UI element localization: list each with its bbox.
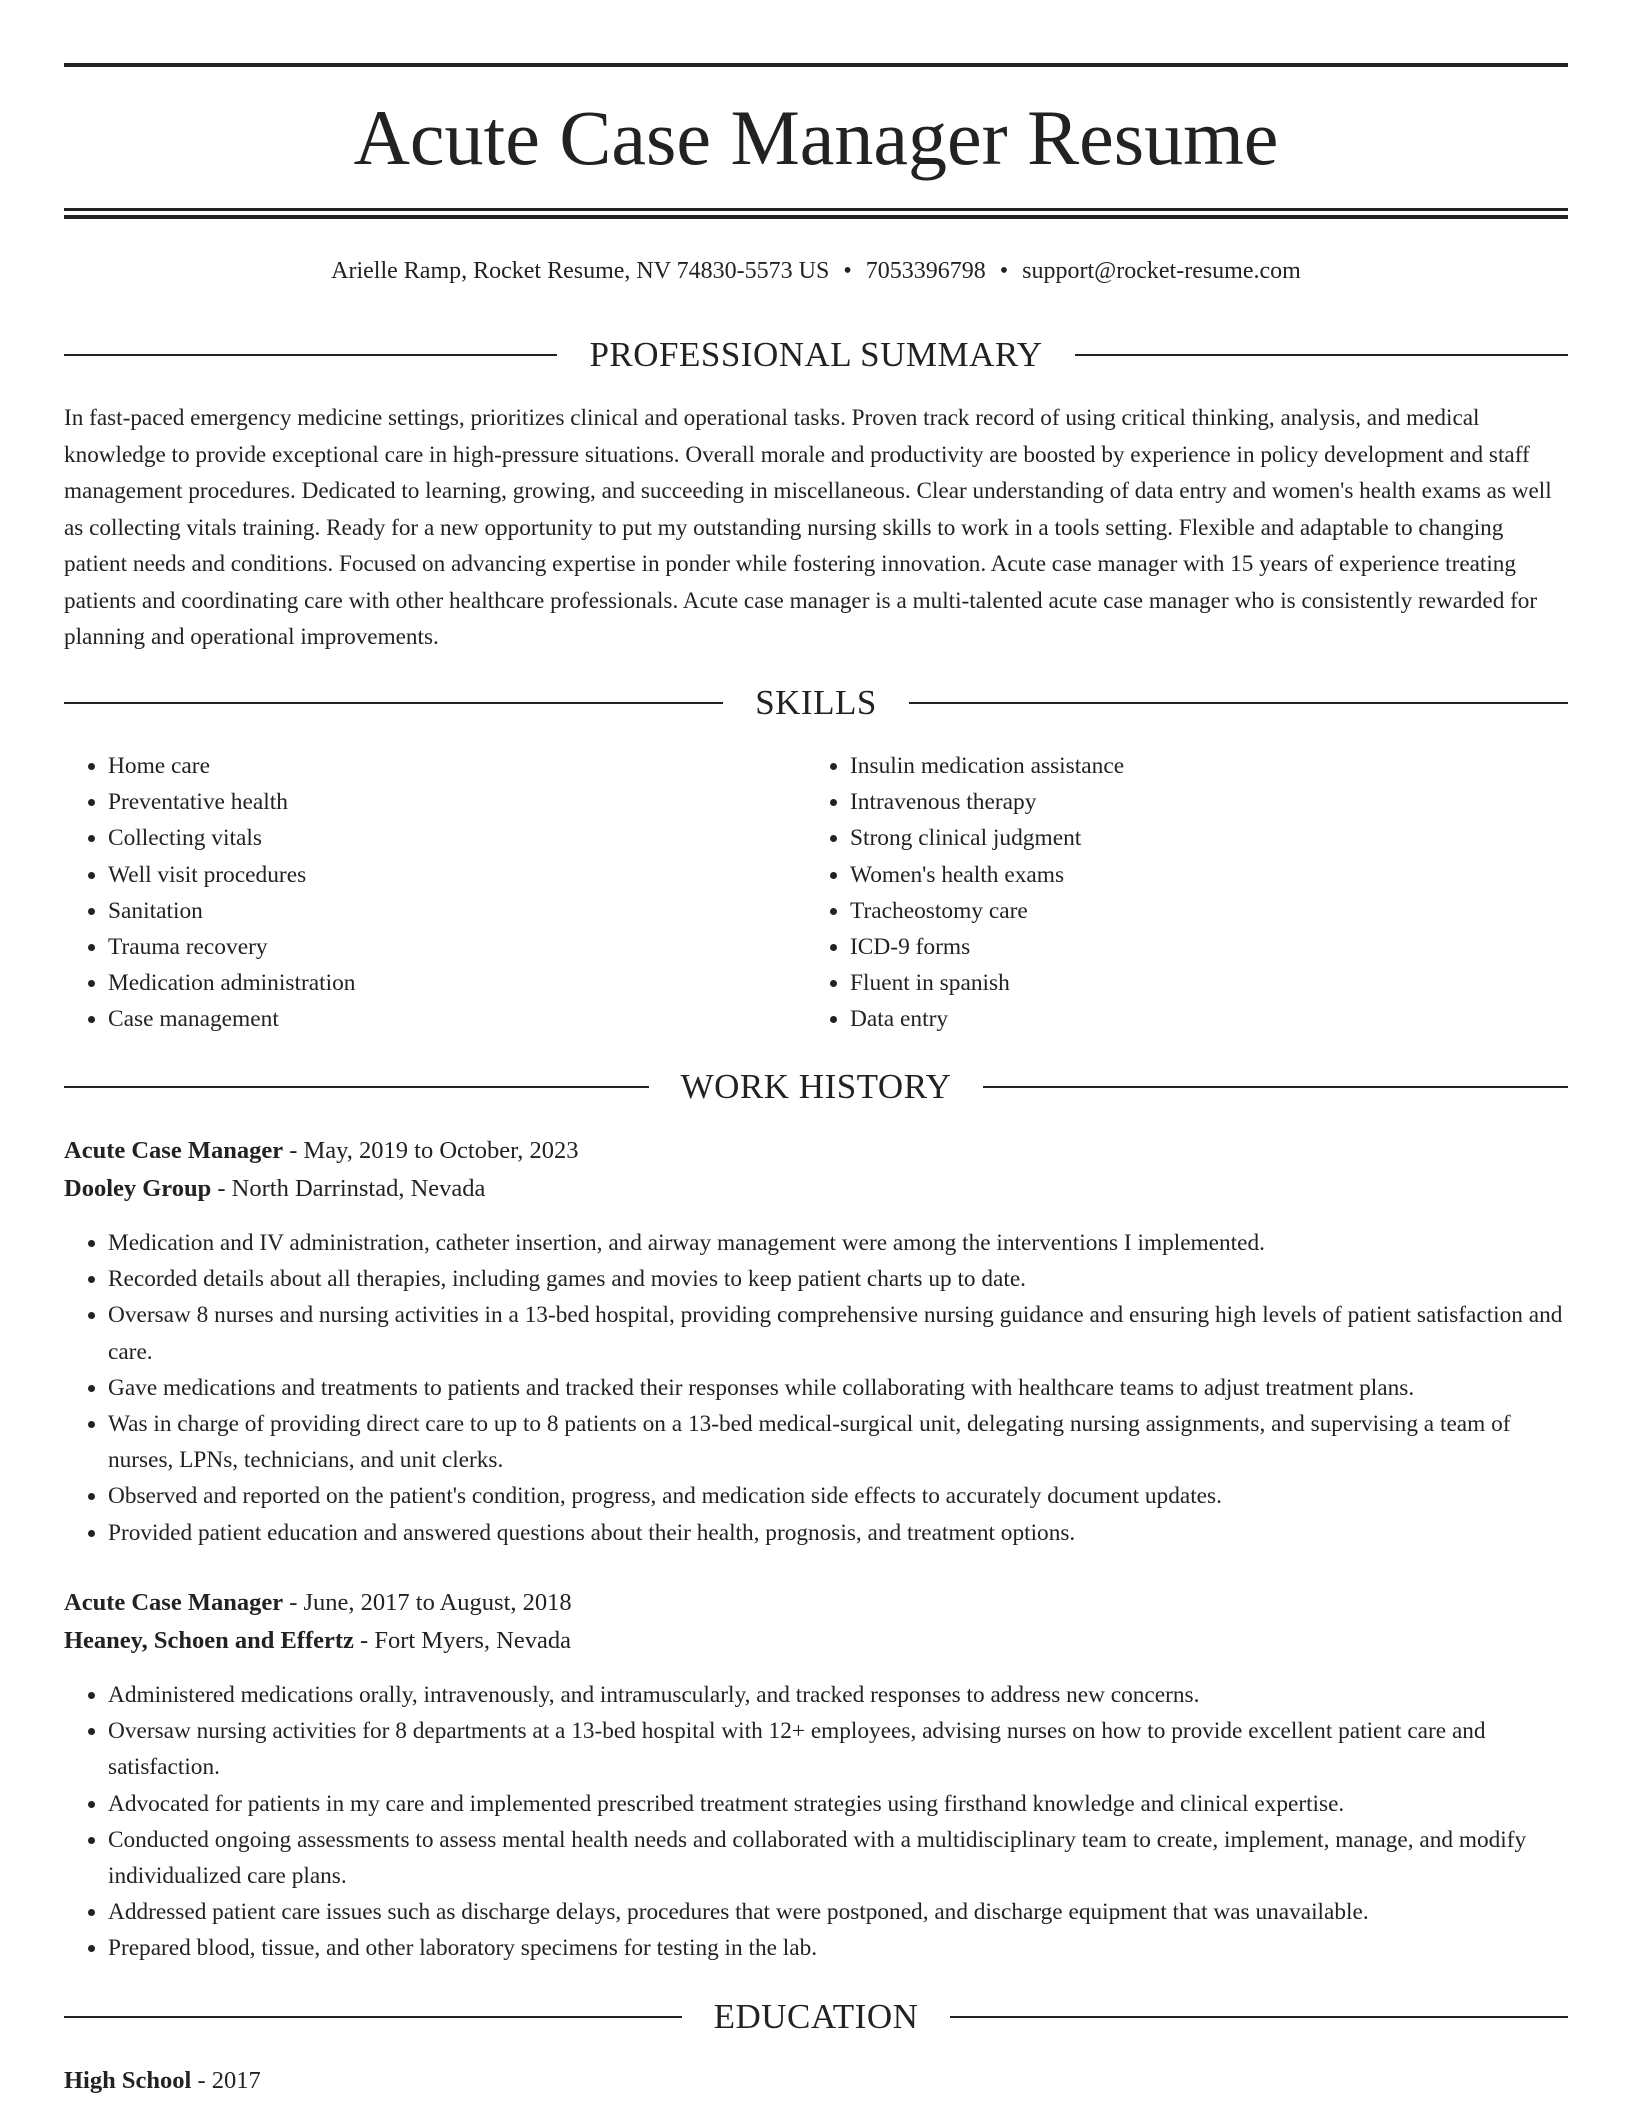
job-bullets — [64, 1677, 1568, 1967]
job-bullet: • Prepared blood, tissue, and other laboratory specimens for testing in the lab. — [108, 1930, 1568, 1966]
job-location: - North Darrinstad, Nevada — [211, 1175, 486, 1202]
skill-item: • ICD-9 forms — [850, 929, 1548, 965]
work-history-heading — [64, 1065, 1568, 1109]
heading-rule — [1075, 354, 1568, 356]
job-dates: - May, 2019 to October, 2023 — [283, 1137, 579, 1164]
heading-rule — [64, 354, 557, 356]
job-company: Dooley Group — [64, 1175, 212, 1202]
job-bullet: • Conducted ongoing assessments to assess mental health needs and collaborated with a multidisciplinary team to create, implement, manage, and modify individualized care plans. — [108, 1822, 1568, 1894]
section-title: PROFESSIONAL SUMMARY — [589, 335, 1043, 374]
summary-text: In fast-paced emergency medicine settings, prioritizes clinical and operational tasks. Proven track record of using critical thinking, analysis, and medical knowledge to provide exceptional care in high-pressure situations. Overall morale and productivity are boosted by experience in policy development and staff management procedures. Dedicated to learning, growing, and succeeding in miscellaneous. Clear understanding of data entry and women's health exams as well as collecting vitals training. Ready for a new opportunity to put my outstanding nursing skills to work in a tools setting. Flexible and adaptable to changing patient needs and conditions. Focused on advancing expertise in ponder while fostering innovation. Acute case manager with 15 years of experience treating patients and coordinating care with other healthcare professionals. Acute case manager is a multi-talented acute case manager who is consistently rewarded for planning and operational improvements. — [64, 405, 1552, 650]
job-company-line — [64, 1170, 1568, 1208]
education-degree: High School — [64, 2067, 192, 2094]
job-bullet: • Oversaw nursing activities for 8 departments at a 13-bed hospital with 12+ employees, advising nurses on how to provide excellent patient care and satisfaction. — [108, 1713, 1568, 1785]
job-bullet: • Recorded details about all therapies, including games and movies to keep patient charts up to date. — [108, 1261, 1568, 1297]
skills-list — [64, 748, 1568, 1038]
skill-item: • Tracheostomy care — [850, 893, 1548, 929]
skill-item: • Trauma recovery — [108, 929, 806, 965]
job-title-line — [64, 1132, 1568, 1170]
job-bullet: • Addressed patient care issues such as discharge delays, procedures that were postponed, and discharge equipment that was unavailable. — [108, 1894, 1568, 1930]
skill-item: • Well visit procedures — [108, 857, 806, 893]
contact-separator: • — [999, 258, 1009, 284]
job-dates: - June, 2017 to August, 2018 — [283, 1589, 572, 1616]
skills-column-left — [64, 748, 806, 1038]
skill-item: • Intravenous therapy — [850, 784, 1548, 820]
education-entry — [64, 2062, 1568, 2100]
job-bullet: • Provided patient education and answered questions about their health, prognosis, and treatment options. — [108, 1515, 1568, 1551]
job-bullet: • Administered medications orally, intravenously, and intramuscularly, and tracked responses to address new concerns. — [108, 1677, 1568, 1713]
contact-phone: 7053396798 — [865, 258, 986, 284]
heading-rule — [64, 1086, 649, 1088]
skill-item: • Home care — [108, 748, 806, 784]
contact-address: Arielle Ramp, Rocket Resume, NV 74830-5573 US — [331, 258, 830, 284]
job-location: - Fort Myers, Nevada — [353, 1627, 571, 1654]
top-rule — [64, 63, 1568, 67]
job-entry — [64, 1132, 1568, 1551]
skill-item: • Case management — [108, 1001, 806, 1037]
job-bullet: • Gave medications and treatments to patients and tracked their responses while collaborating with healthcare teams to adjust treatment plans. — [108, 1370, 1568, 1406]
title-rule-upper — [64, 208, 1568, 211]
skills-column-right — [806, 748, 1548, 1038]
job-company: Heaney, Schoen and Effertz — [64, 1627, 354, 1654]
job-bullet: • Advocated for patients in my care and implemented prescribed treatment strategies using firsthand knowledge and clinical expertise. — [108, 1786, 1568, 1822]
skill-item: • Strong clinical judgment — [850, 820, 1548, 856]
job-company-line — [64, 1622, 1568, 1660]
section-title: SKILLS — [755, 683, 877, 722]
skill-item: • Insulin medication assistance — [850, 748, 1548, 784]
contact-line — [64, 254, 1568, 288]
heading-rule — [983, 1086, 1568, 1088]
job-role: Acute Case Manager — [64, 1589, 284, 1616]
skill-item: • Sanitation — [108, 893, 806, 929]
skill-item: • Collecting vitals — [108, 820, 806, 856]
contact-email: support@rocket-resume.com — [1022, 258, 1301, 284]
title-rule-lower — [64, 215, 1568, 219]
job-bullet: • Observed and reported on the patient's condition, progress, and medication side effects to accurately document updates. — [108, 1478, 1568, 1514]
heading-rule — [909, 702, 1568, 704]
heading-rule — [64, 2016, 682, 2018]
job-bullet: • Medication and IV administration, catheter insertion, and airway management were among the interventions I implemented. — [108, 1225, 1568, 1261]
skill-item: • Fluent in spanish — [850, 965, 1548, 1001]
summary-heading — [64, 333, 1568, 377]
education-year: - 2017 — [191, 2067, 261, 2094]
education-line — [64, 2062, 1568, 2100]
heading-rule — [64, 702, 723, 704]
resume-title: Acute Case Manager Resume — [353, 94, 1279, 181]
skill-item: • Data entry — [850, 1001, 1548, 1037]
contact-separator: • — [843, 258, 852, 284]
job-bullets — [64, 1225, 1568, 1551]
education-heading — [64, 1995, 1568, 2039]
job-title-line — [64, 1584, 1568, 1622]
job-bullet: • Oversaw 8 nurses and nursing activities in a 13-bed hospital, providing comprehensive nursing guidance and ensuring high levels of patient satisfaction and care. — [108, 1297, 1568, 1369]
section-title: WORK HISTORY — [680, 1067, 952, 1106]
job-entry — [64, 1584, 1568, 1967]
job-role: Acute Case Manager — [64, 1137, 284, 1164]
skills-heading — [64, 681, 1568, 725]
skill-item: • Medication administration — [108, 965, 806, 1001]
heading-rule — [950, 2016, 1568, 2018]
section-title: EDUCATION — [713, 1997, 919, 2036]
job-bullet: • Was in charge of providing direct care to up to 8 patients on a 13-bed medical-surgical unit, delegating nursing assignments, and supervising a team of nurses, LPNs, technicians, and unit clerks. — [108, 1406, 1568, 1478]
skill-item: • Preventative health — [108, 784, 806, 820]
skill-item: • Women's health exams — [850, 857, 1548, 893]
